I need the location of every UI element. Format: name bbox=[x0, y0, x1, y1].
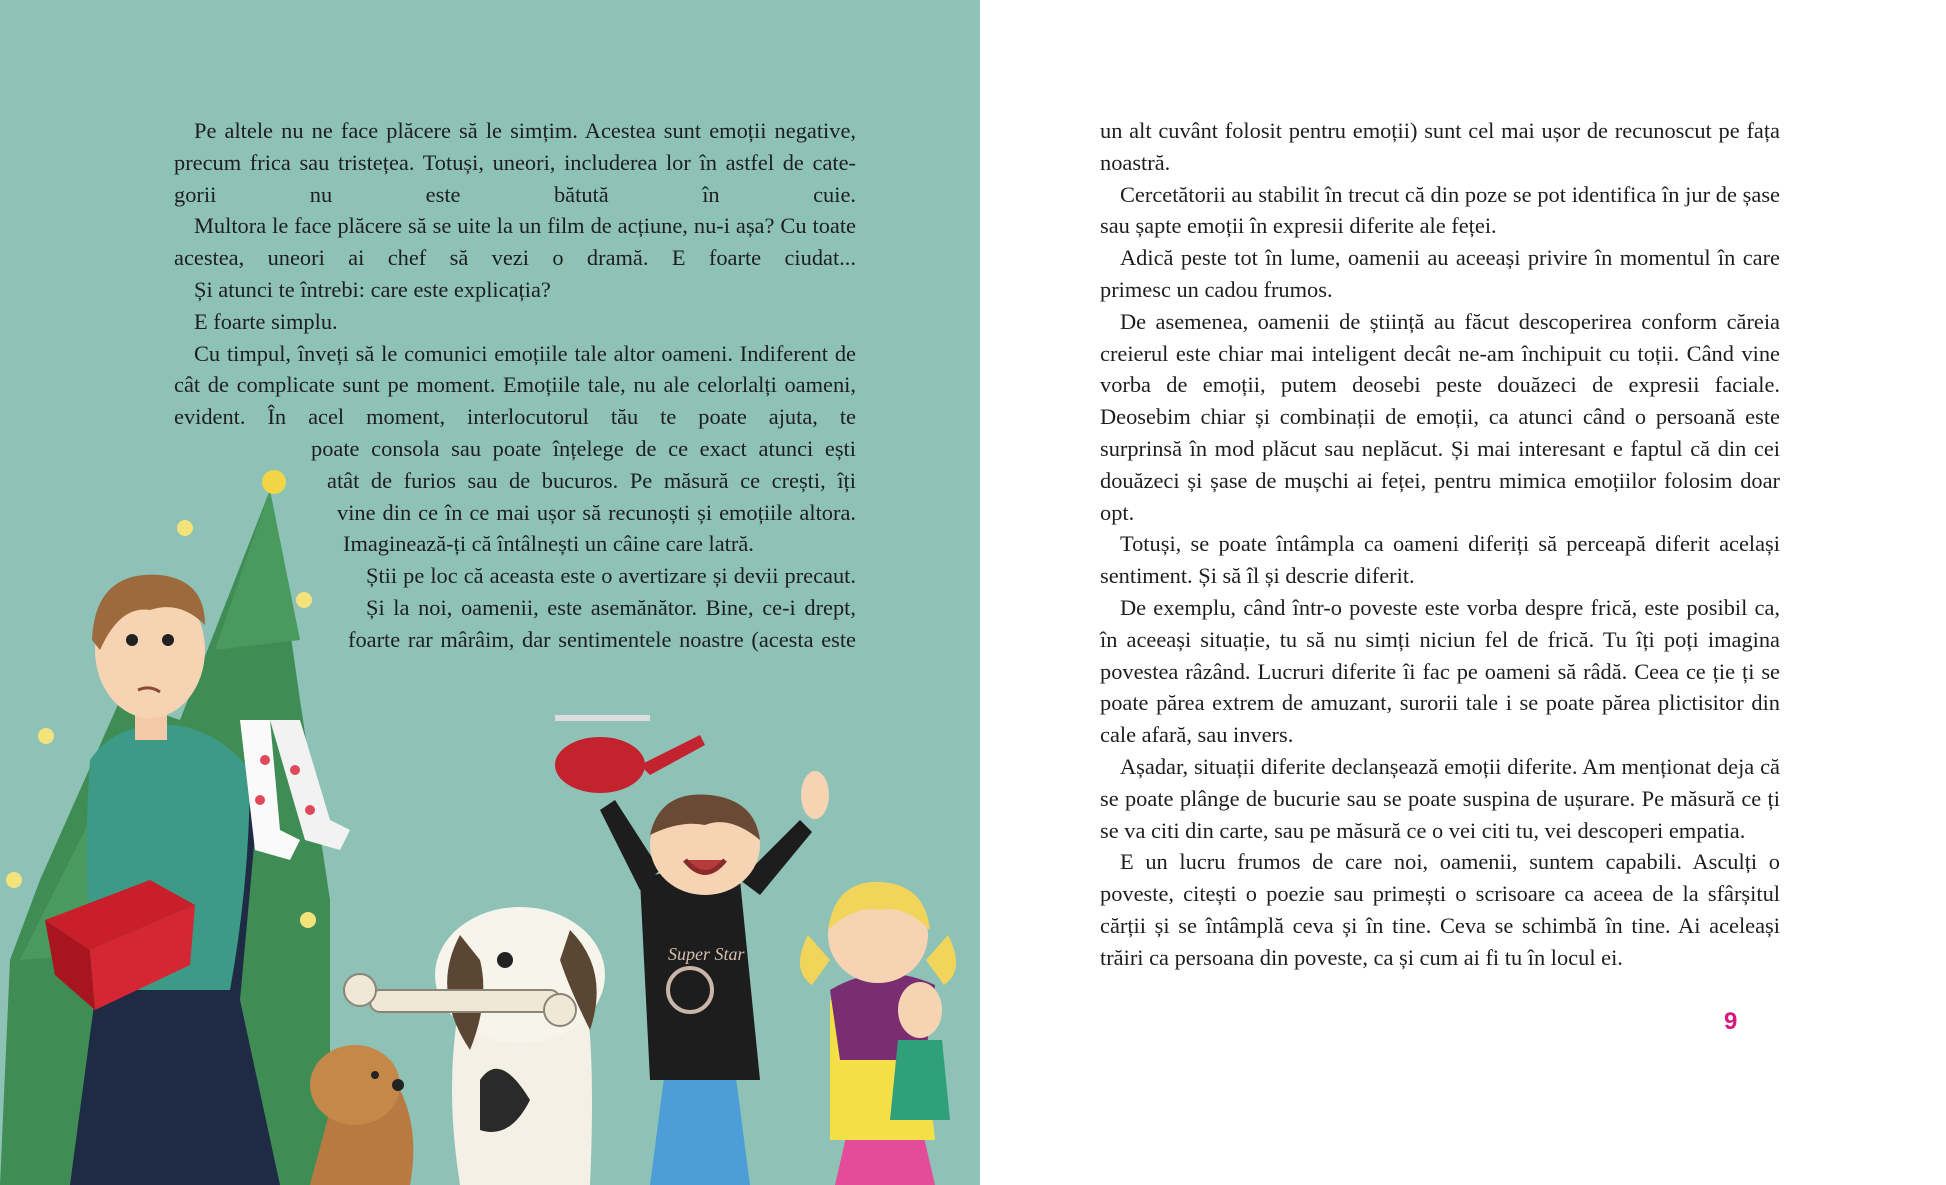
paragraph: Adică peste tot în lume, oamenii au aceeași privire în momentul în care primesc un cadou frumos. bbox=[1100, 245, 1780, 302]
paragraph: Multora le face plăcere să se uite la un film de acțiune, nu-i așa? Cu toate acestea, uneori ai chef să vezi o dramă. E foarte ciudat... bbox=[174, 213, 856, 271]
text-line: Și la noi, oamenii, este asemănător. Bine, ce-i drept, bbox=[366, 594, 856, 620]
text-line: Știi pe loc că aceasta este o avertizare și devii precaut. bbox=[366, 563, 856, 589]
girl-with-doll bbox=[800, 882, 956, 1185]
candle-icon bbox=[6, 872, 22, 888]
shirt-text: Super Star bbox=[668, 944, 745, 964]
paragraph: Așadar, situații diferite declanșează emoții diferite. Am menționat deja că se poate plânge de bucurie sau se poate suspina de ușurare. Pe măsură ce ți se va citi din carte, sau pe măsură ce o vei citi tu, vei descoperi empatia. bbox=[1100, 753, 1780, 843]
text-line: atât de furios sau de bucuros. Pe măsură ce crești, îți bbox=[327, 467, 856, 493]
left-page-text bbox=[174, 115, 856, 656]
right-page-text bbox=[1100, 115, 1780, 974]
paragraph: Cercetătorii au stabilit în trecut că din poze se pot identifica în jur de șase sau șapte emoții în expresii diferite ale feței. bbox=[1100, 181, 1780, 239]
paragraph: E un lucru frumos de care noi, oamenii, suntem capabili. Asculți o poveste, citești o poezie sau primești o scrisoare ca aceea de la sfârșitul cărții și se întâmplă ceva și în tine. Ceva se schimbă în tine. Ai aceleași trăiri ca persoana din poveste, ca și cum ai fi tu în locul ei. bbox=[1100, 849, 1780, 970]
page-number: 9 bbox=[1724, 1008, 1738, 1035]
text-line: Imaginează-ți că întâlnești un câine care latră. bbox=[343, 531, 754, 557]
paragraph: Pe altele nu ne face plăcere să le simțim. Acestea sunt emoții negative, precum frica sau tristețea. Totuși, uneori, includerea lor în astfel de cate-gorii nu este bătută în cuie. bbox=[174, 118, 856, 207]
paragraph: Cu timpul, înveți să le comunici emoțiile tale altor oameni. Indiferent de cât de complicate sunt pe moment. Emoțiile tale, nu ale celorlalți oameni, evident. În acel moment, interlocutorul tău te poate ajuta, te bbox=[174, 340, 856, 430]
paragraph: De asemenea, oamenii de știință au făcut descoperirea conform căreia creierul este chiar mai inteligent decât ne-am închipuit cu toții. Când vine vorba de emoții, putem deosebi peste douăzeci de expresii faciale. Deosebim chiar și combinații de emoții, ca atunci când o persoană este surprinsă în mod plăcut sau neplăcut. Și mai interesant e faptul că din cei douăzeci și șase de mușchi ai feței, pentru mimica emoțiilor folosim doar opt. bbox=[1100, 308, 1780, 525]
candle-icon bbox=[300, 912, 316, 928]
paragraph: De exemplu, când într-o poveste este vorba despre frică, este posibil ca, în aceeași situație, tu să nu simți niciun fel de frică. Tu îți poți imagina povestea râzând. Lucruri diferite îi fac pe oameni să râdă. Ceea ce ție ți se poate părea extrem de amuzant, surorii tale i se poate părea plictisitor din cale afară, sau invers. bbox=[1100, 594, 1780, 748]
text-line: foarte rar mârâim, dar sentimentele noastre (acesta este bbox=[348, 626, 856, 652]
text-line: vine din ce în ce mai ușor să recunoști și emoțiile altora. bbox=[337, 499, 856, 525]
paragraph: Și atunci te întrebi: care este explicația? bbox=[194, 276, 551, 302]
paragraph: Totuși, se poate întâmpla ca oameni diferiți să perceapă diferit același sentiment. Și să îl și descrie diferit. bbox=[1100, 531, 1780, 589]
brown-dog bbox=[310, 1045, 413, 1185]
candle-icon bbox=[38, 728, 54, 744]
paragraph: un alt cuvânt folosit pentru emoții) sunt cel mai ușor de recunoscut pe fața noastră. bbox=[1100, 118, 1780, 175]
text-line: poate consola sau poate înțelege de ce exact atunci ești bbox=[311, 435, 856, 461]
paragraph: E foarte simplu. bbox=[194, 308, 338, 334]
